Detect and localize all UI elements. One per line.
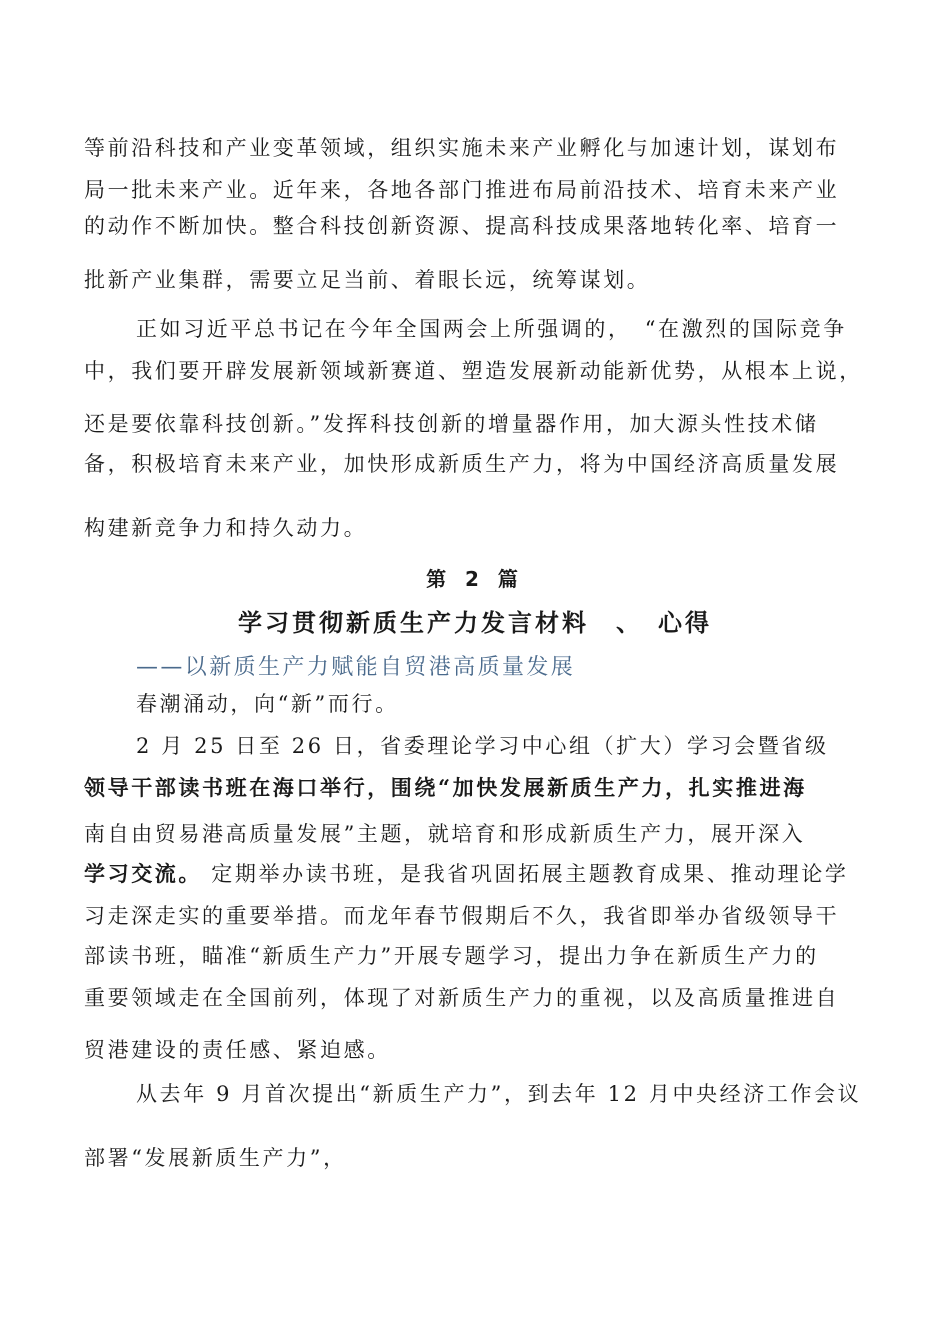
paragraph-line: 部署“发展新质生产力”， (84, 1146, 347, 1170)
bold-phrase: 学习交流。 (84, 861, 202, 886)
paragraph-line: 的动作不断加快。整合科技创新资源、提高科技成果落地转化率、培育一 (84, 214, 840, 238)
opening-line: 春潮涌动，向“新”而行。 (136, 692, 399, 716)
paragraph-line: 还是要依靠科技创新。”发挥科技创新的增量器作用，加大源头性技术储 (84, 412, 819, 436)
paragraph-line: 从去年 9 月首次提出“新质生产力”，到去年 12 月中央经济工作会议 (136, 1082, 862, 1106)
paragraph-line (84, 860, 848, 888)
part-heading: 第 2 篇 (426, 567, 524, 591)
paragraph-line: 习走深走实的重要举措。而龙年春节假期后不久，我省即举办省级领导干 (84, 904, 840, 928)
paragraph-line: 贸港建设的责任感、紧迫感。 (84, 1038, 391, 1062)
paragraph-line: 局一批未来产业。近年来，各地各部门推进布局前沿技术、培育未来产业 (84, 178, 840, 202)
paragraph-line: 正如习近平总书记在今年全国两会上所强调的， “在激烈的国际竞争 (136, 317, 847, 341)
paragraph-line: 构建新竞争力和持久动力。 (84, 516, 368, 540)
paragraph-text: 定期举办读书班，是我省巩固拓展主题教育成果、推动理论学 (202, 862, 849, 886)
paragraph-line: 备，积极培育未来产业，加快形成新质生产力，将为中国经济高质量发展 (84, 452, 840, 476)
paragraph-line: 南自由贸易港高质量发展”主题，就培育和形成新质生产力，展开深入 (84, 822, 806, 846)
paragraph-line: 重要领域走在全国前列，体现了对新质生产力的重视，以及高质量推进自 (84, 986, 840, 1010)
paragraph-line: 等前沿科技和产业变革领域，组织实施未来产业孵化与加速计划，谋划布 (84, 136, 840, 160)
article-subtitle: ——以新质生产力赋能自贸港高质量发展 (136, 655, 576, 680)
paragraph-line: 部读书班，瞄准“新质生产力”开展专题学习，提出力争在新质生产力的 (84, 944, 819, 968)
paragraph-line-bold: 领导干部读书班在海口举行，围绕“加快发展新质生产力，扎实推进海 (84, 775, 807, 800)
article-title: 学习贯彻新质生产力发言材料 、 心得 (238, 609, 712, 637)
paragraph-line: 中，我们要开辟发展新领域新赛道、塑造发展新动能新优势，从根本上说， (84, 359, 863, 383)
paragraph-line: 2 月 25 日至 26 日，省委理论学习中心组（扩大）学习会暨省级 (136, 734, 829, 758)
paragraph-line: 批新产业集群，需要立足当前、着眼长远，统筹谋划。 (84, 268, 651, 292)
